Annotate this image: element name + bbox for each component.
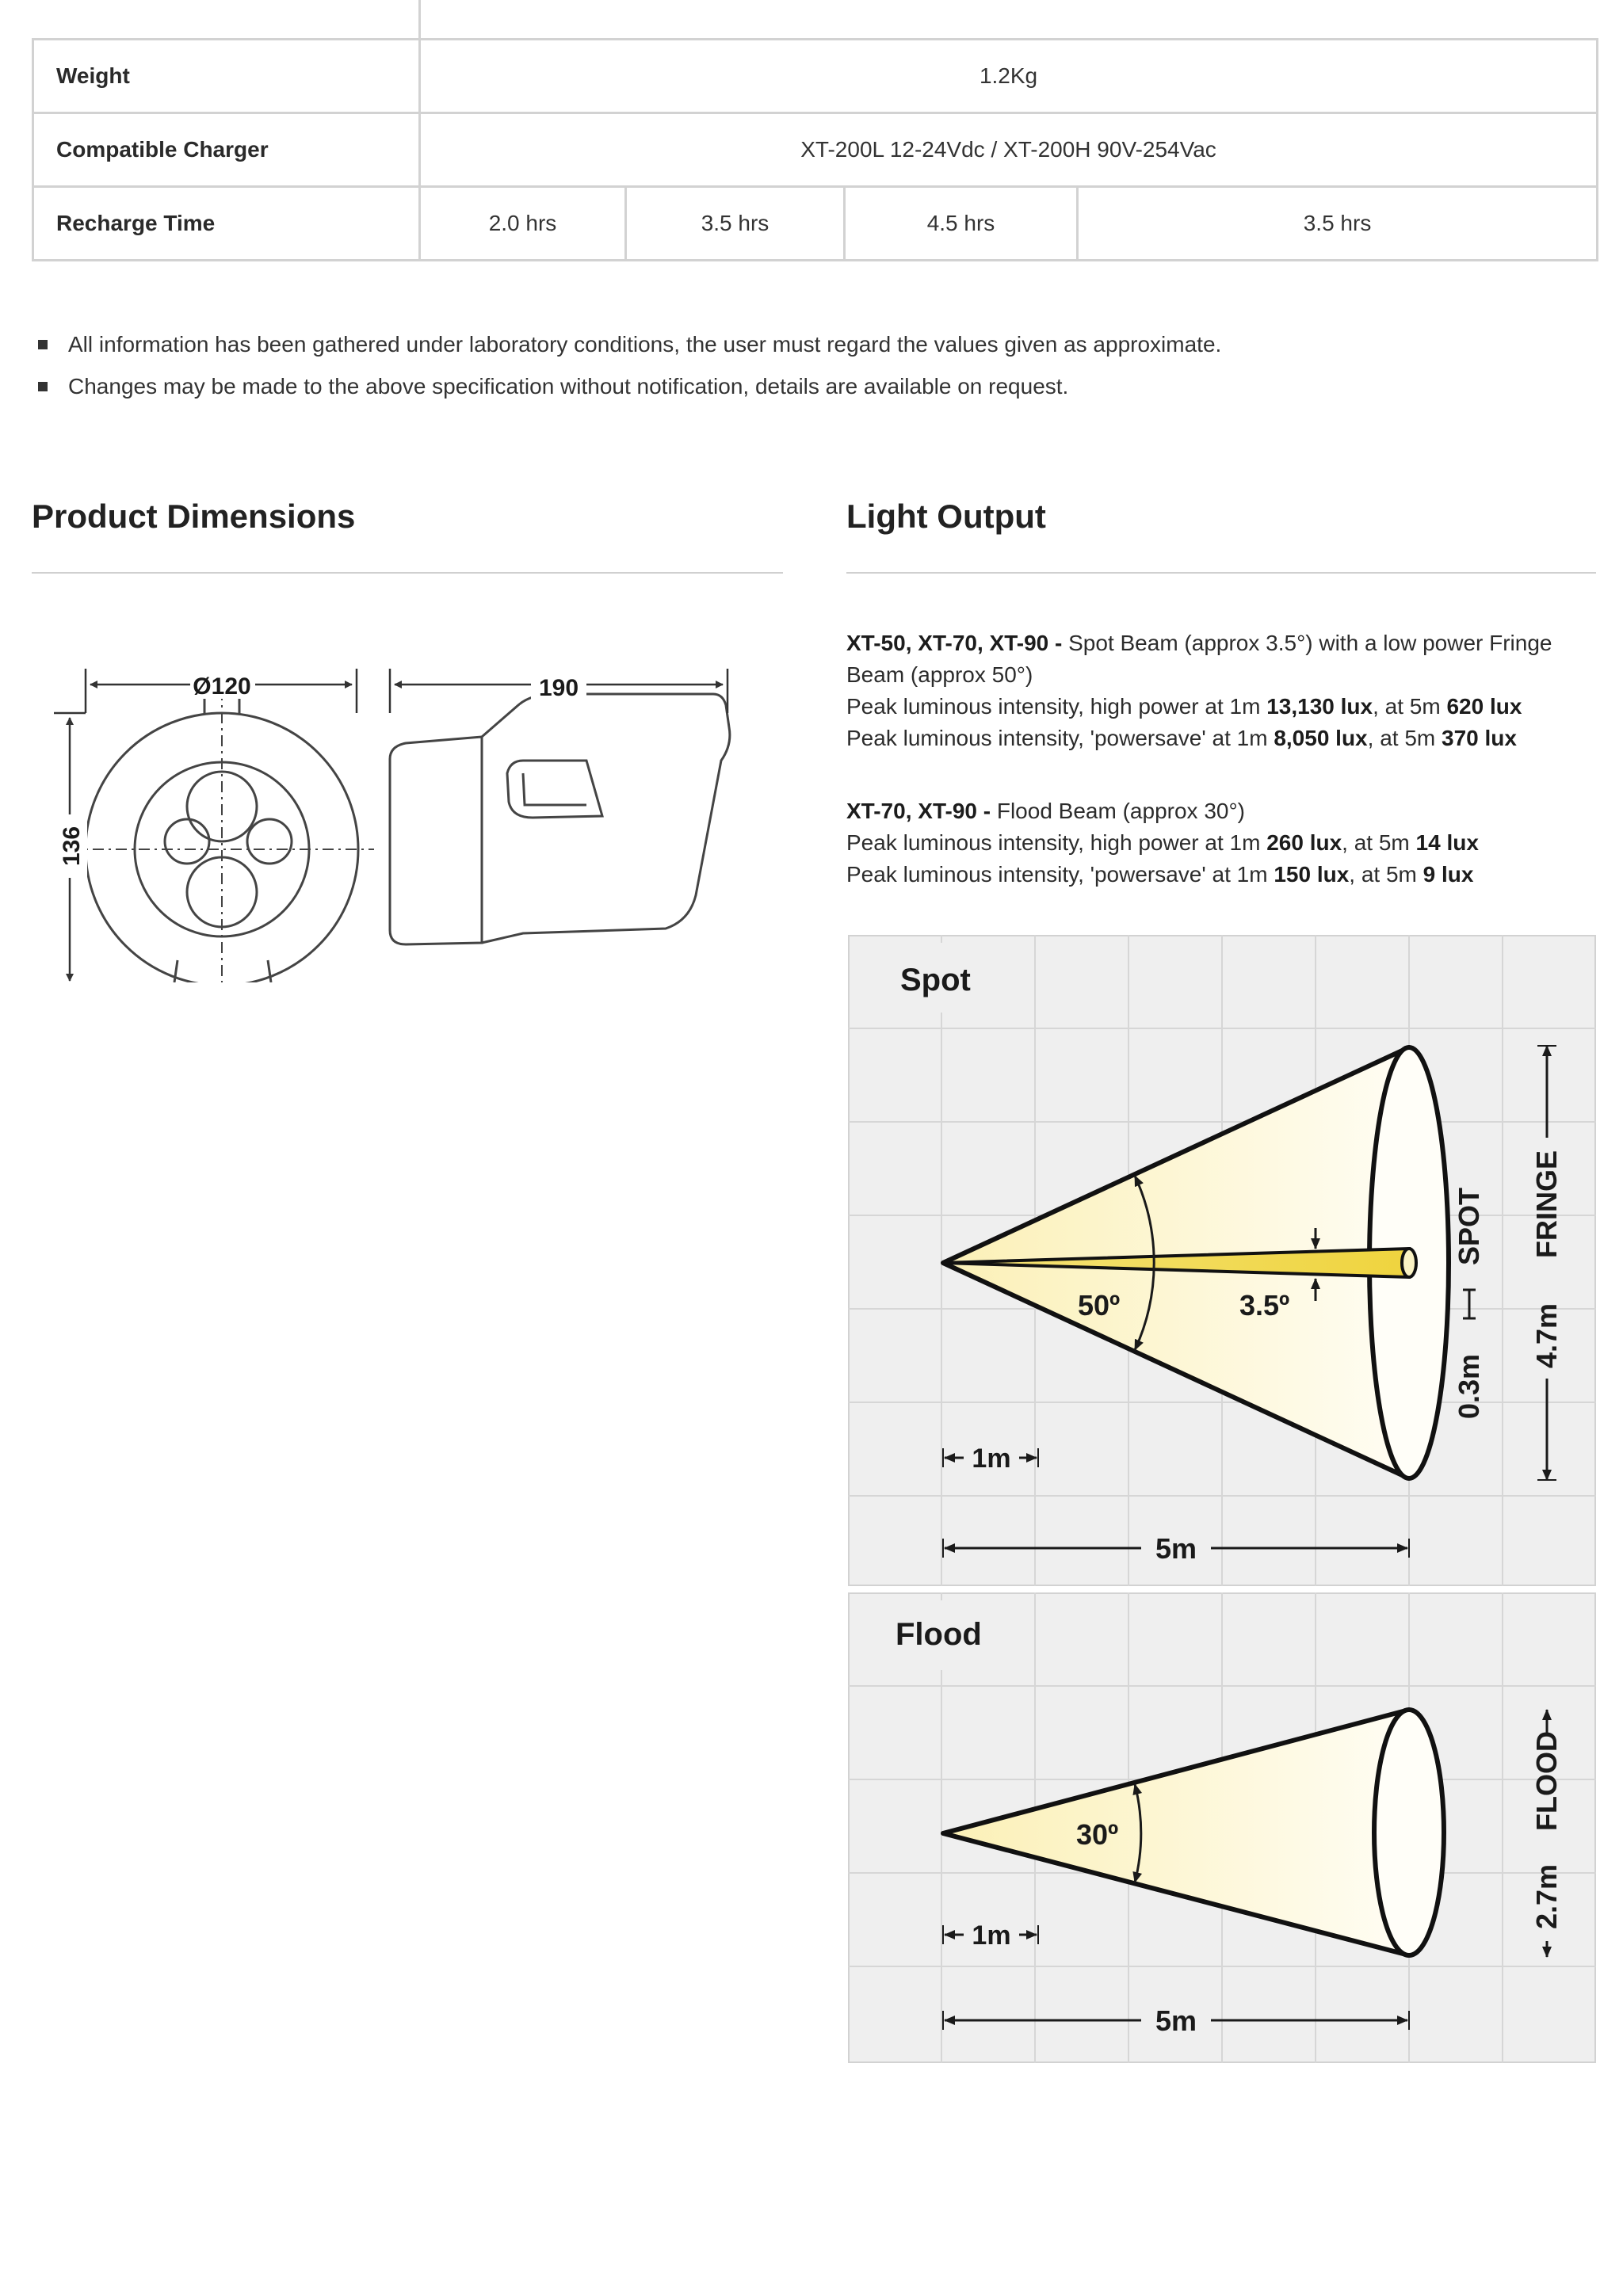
table-row — [33, 187, 1598, 261]
spot-high-mid: , at 5m — [1373, 694, 1447, 719]
flood-high-mid: , at 5m — [1342, 830, 1416, 855]
flood-beam-diagram — [848, 1592, 1596, 2063]
bullet-icon — [38, 340, 48, 349]
flood-models: XT-70, XT-90 - — [846, 799, 991, 823]
flood-desc: Flood Beam (approx 30°) — [991, 799, 1245, 823]
divider — [846, 572, 1596, 574]
flood-high-prefix: Peak luminous intensity, high power at 1m — [846, 830, 1267, 855]
spot-high-prefix: Peak luminous intensity, high power at 1m — [846, 694, 1267, 719]
far-distance-label: 5m — [1155, 2004, 1197, 2037]
flood-width-label: 2.7m — [1530, 1863, 1563, 1930]
spot-title: Spot — [900, 963, 971, 997]
spot-high-5m: 620 lux — [1446, 694, 1522, 719]
flood-end — [1374, 1710, 1444, 1955]
spot-save-1m: 8,050 lux — [1274, 726, 1368, 750]
table-cell: 2.0 hrs — [420, 187, 626, 261]
side-body — [482, 694, 730, 943]
height-label: 136 — [59, 826, 85, 867]
table-cell: 3.5 hrs — [1078, 187, 1598, 261]
note-text: All information has been gathered under laboratory conditions, the user must regard the values given as approximate. — [68, 332, 1222, 357]
near-distance-label: 1m — [972, 1920, 1011, 1951]
fringe-angle-label: 50º — [1078, 1289, 1121, 1322]
light-output-heading: Light Output — [846, 498, 1046, 535]
diameter-label: Ø120 — [193, 673, 251, 700]
flood-save-5m: 9 lux — [1423, 862, 1474, 887]
product-dimensions-heading: Product Dimensions — [32, 498, 356, 535]
table-cell: 1.2Kg — [420, 40, 1598, 113]
row-label: Recharge Time — [33, 187, 420, 261]
spot-desc: Spot Beam (approx 3.5°) with a low power Fringe Beam (approx 50°) — [846, 631, 1552, 687]
length-label: 190 — [538, 675, 579, 701]
flood-text-label: FLOOD — [1530, 1731, 1563, 1831]
table-cell: 4.5 hrs — [845, 187, 1078, 261]
led-right — [247, 819, 292, 864]
table-top-stub — [418, 0, 421, 40]
side-handle-window — [507, 761, 602, 818]
flood-high-1m: 260 lux — [1266, 830, 1342, 855]
spot-angle-label: 3.5º — [1239, 1289, 1290, 1322]
list-item — [32, 365, 1221, 407]
spot-save-prefix: Peak luminous intensity, 'powersave' at 1m — [846, 726, 1274, 750]
spot-beam-diagram — [848, 935, 1596, 1586]
product-dimensions-drawing — [48, 634, 761, 982]
flood-save-1m: 150 lux — [1274, 862, 1350, 887]
spec-table — [32, 38, 1598, 261]
spot-beam-description — [846, 627, 1599, 754]
spot-width-label: 0.3m — [1453, 1353, 1485, 1420]
fringe-text-label: FRINGE — [1530, 1150, 1563, 1259]
spot-save-5m: 370 lux — [1442, 726, 1517, 750]
list-item — [32, 323, 1221, 365]
flood-title: Flood — [896, 1617, 982, 1652]
flood-save-prefix: Peak luminous intensity, 'powersave' at 1m — [846, 862, 1274, 887]
note-text: Changes may be made to the above specification without notification, details are available on request. — [68, 374, 1069, 399]
flood-angle-label: 30º — [1076, 1818, 1119, 1851]
far-distance-label: 5m — [1155, 1532, 1197, 1565]
spot-high-1m: 13,130 lux — [1266, 694, 1373, 719]
bullet-icon — [38, 382, 48, 391]
side-head — [390, 737, 482, 944]
row-label: Compatible Charger — [33, 113, 420, 187]
flood-high-5m: 14 lux — [1415, 830, 1479, 855]
spot-models: XT-50, XT-70, XT-90 - — [846, 631, 1063, 655]
flood-beam-description — [846, 795, 1599, 891]
fringe-width-label: 4.7m — [1530, 1302, 1563, 1369]
table-cell: XT-200L 12-24Vdc / XT-200H 90V-254Vac — [420, 113, 1598, 187]
spot-save-mid: , at 5m — [1367, 726, 1442, 750]
spot-core-end — [1402, 1249, 1416, 1277]
table-row — [33, 113, 1598, 187]
near-distance-label: 1m — [972, 1444, 1011, 1474]
divider — [32, 572, 783, 574]
spot-text-label: SPOT — [1453, 1187, 1485, 1266]
side-handle-inner — [523, 773, 586, 805]
flood-save-mid: , at 5m — [1349, 862, 1423, 887]
row-label: Weight — [33, 40, 420, 113]
led-left — [165, 819, 209, 864]
notes-list — [32, 323, 1221, 407]
table-row — [33, 40, 1598, 113]
table-cell: 3.5 hrs — [626, 187, 845, 261]
